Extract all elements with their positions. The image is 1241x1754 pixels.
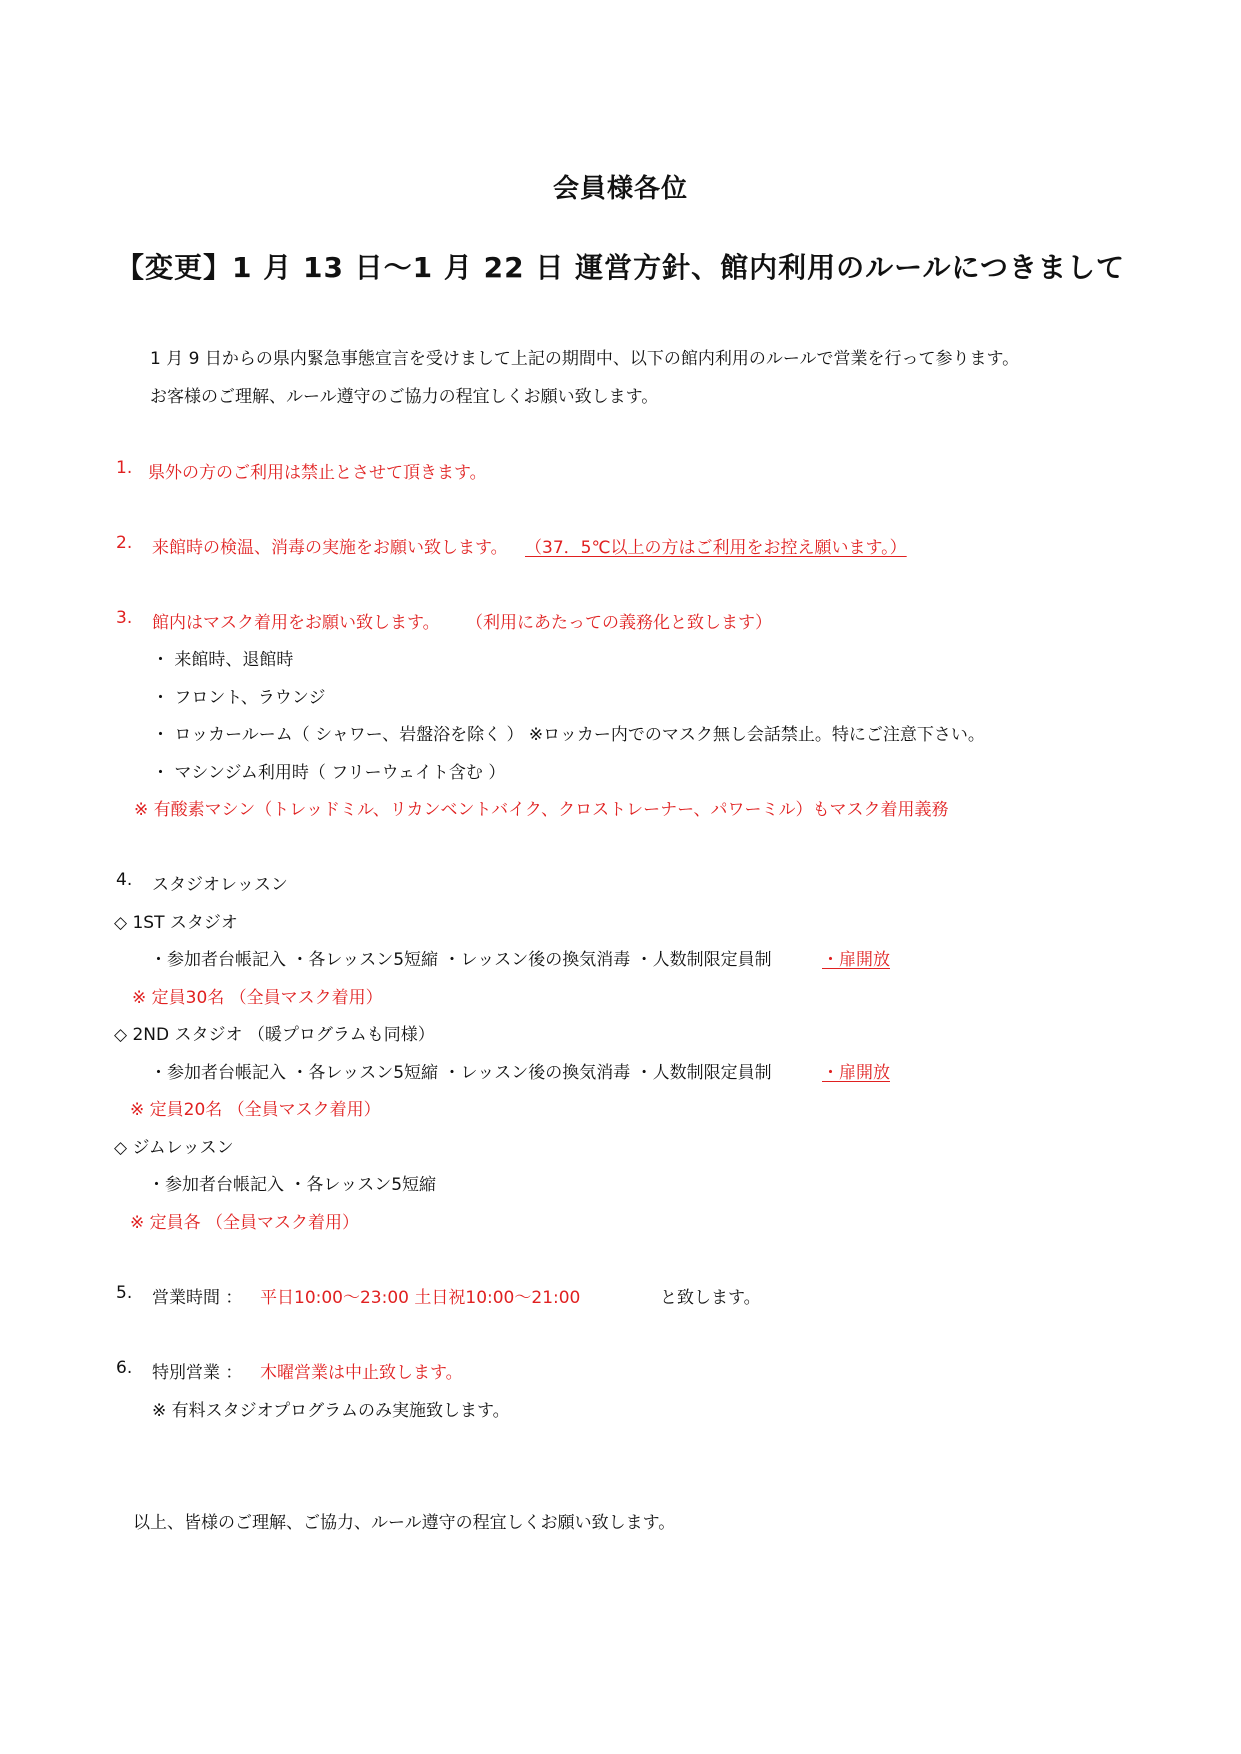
item-5-label: 営業時間 ：	[152, 1288, 243, 1308]
item-3-number: 3.	[116, 608, 133, 628]
item-2-text: 来館時の検温、消毒の実施をお願い致します。	[152, 538, 508, 558]
item-6-label: 特別営業 ：	[152, 1363, 243, 1383]
studio-2-rules: ・参加者台帳記入 ・各レッスン5短縮 ・レッスン後の換気消毒 ・人数制限定員制	[150, 1063, 772, 1083]
item-4-text: スタジオレッスン	[152, 875, 288, 895]
item-2-number: 2.	[116, 533, 133, 553]
intro-line-2: お客様のご理解、ルール遵守のご協力の程宜しくお願い致します。	[150, 387, 659, 407]
item-6-number: 6.	[116, 1358, 133, 1378]
item-5-number: 5.	[116, 1283, 133, 1303]
page-subtitle: 【変更】1 月 13 日～1 月 22 日 運営方針、館内利用のルールにつきまして	[115, 251, 1125, 284]
studio-1-capacity: ※ 定員30名 （全員マスク着用）	[132, 988, 383, 1008]
item-3-bullet-3: ・ ロッカールーム（ シャワー、岩盤浴を除く ） ※ロッカー内でのマスク無し会話禁止。特にご注意下さい。	[152, 725, 985, 745]
item-5-hours: 平日10:00～23:00 土日祝10:00～21:00	[260, 1288, 581, 1308]
item-5-suffix: と致します。	[660, 1288, 761, 1308]
studio-1-heading: ◇ 1ST スタジオ	[114, 913, 238, 933]
item-3-bullet-1: ・ 来館時、退館時	[152, 650, 294, 670]
item-3-text: 館内はマスク着用をお願い致します。	[152, 613, 440, 633]
studio-1-extra: ・扉開放	[822, 950, 890, 970]
studio-1-rules: ・参加者台帳記入 ・各レッスン5短縮 ・レッスン後の換気消毒 ・人数制限定員制	[150, 950, 772, 970]
gym-capacity: ※ 定員各 （全員マスク着用）	[130, 1213, 360, 1233]
gym-rules: ・参加者台帳記入 ・各レッスン5短縮	[148, 1175, 437, 1195]
item-3-warning: ※ 有酸素マシン（トレッドミル、リカンベントバイク、クロストレーナー、パワーミル）もマスク着用義務	[134, 800, 949, 820]
item-3-bullet-4: ・ マシンジム利用時（ フリーウェイト含む ）	[152, 763, 506, 783]
item-6-text: 木曜営業は中止致します。	[260, 1363, 463, 1383]
item-6-note: ※ 有料スタジオプログラムのみ実施致します。	[152, 1401, 510, 1421]
closing-text: 以上、皆様のご理解、ご協力、ルール遵守の程宜しくお願い致します。	[133, 1513, 676, 1533]
studio-2-heading: ◇ 2ND スタジオ （暖プログラムも同様）	[114, 1025, 435, 1045]
item-4-number: 4.	[116, 870, 133, 890]
item-1-text: 県外の方のご利用は禁止とさせて頂きます。	[148, 463, 487, 483]
gym-heading: ◇ ジムレッスン	[114, 1138, 234, 1158]
item-3-bullet-2: ・ フロント、ラウンジ	[152, 688, 326, 708]
studio-2-extra: ・扉開放	[822, 1063, 890, 1083]
page-title: 会員様各位	[552, 174, 688, 204]
intro-line-1: 1 月 9 日からの県内緊急事態宣言を受けまして上記の期間中、以下の館内利用のルールで営業を行って参ります。	[150, 349, 1020, 369]
item-3-note: （利用にあたっての義務化と致します）	[466, 613, 772, 633]
item-2-note: （37．5℃以上の方はご利用をお控え願います。）	[525, 538, 907, 558]
item-1-number: 1.	[116, 458, 133, 478]
studio-2-capacity: ※ 定員20名 （全員マスク着用）	[130, 1100, 381, 1120]
